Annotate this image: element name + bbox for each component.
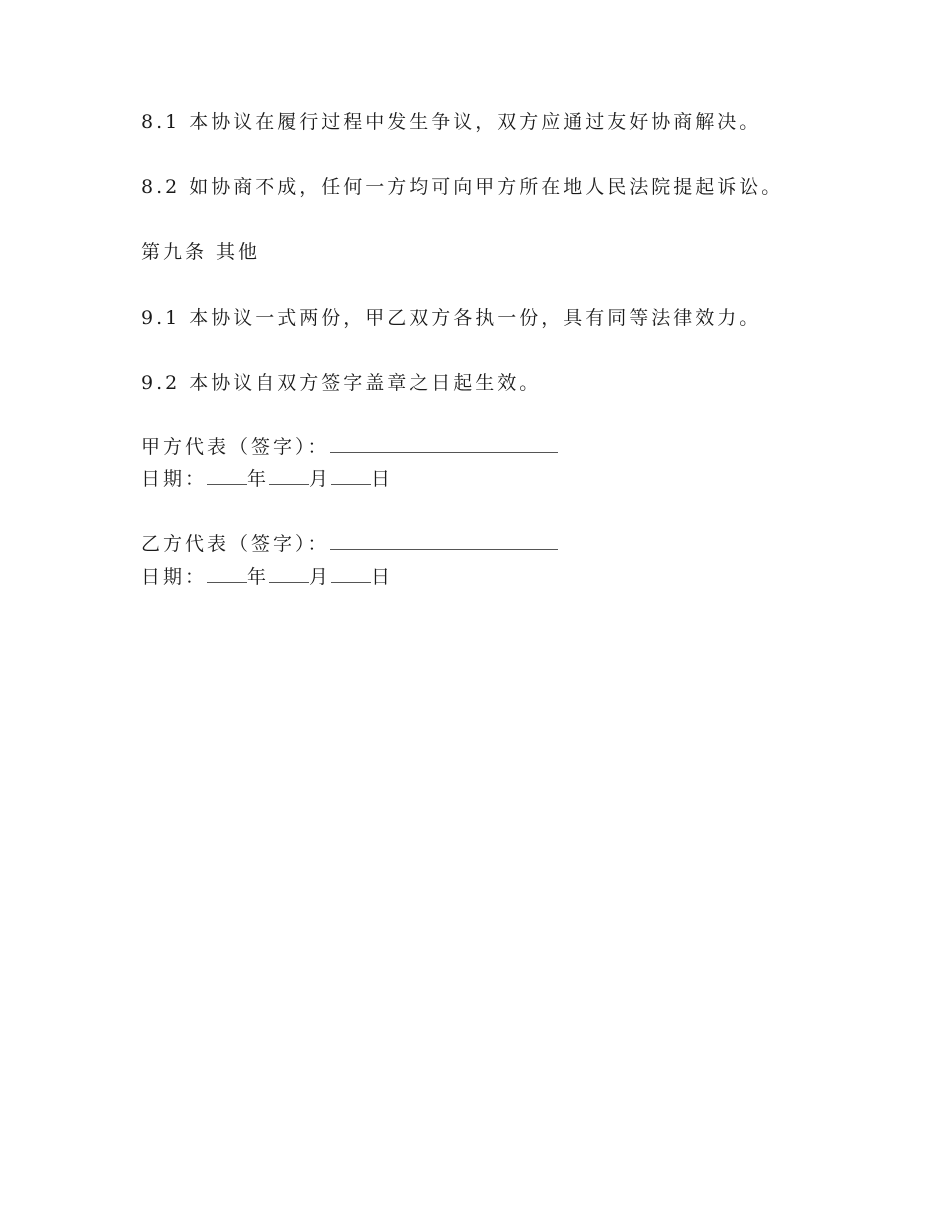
party-a-day-field[interactable] [331, 466, 371, 485]
party-b-day-field[interactable] [331, 564, 371, 583]
clause-9-1: 9.1 本协议一式两份，甲乙双方各执一份，具有同等法律效力。 [141, 307, 762, 329]
party-a-month-label: 月 [309, 468, 332, 490]
party-b-day-label: 日 [371, 566, 394, 588]
party-a-month-field[interactable] [269, 466, 309, 485]
party-a-signature-field[interactable] [330, 434, 558, 453]
party-b-signature-row [141, 531, 558, 557]
party-a-date-row [141, 466, 393, 492]
party-b-signature-field[interactable] [330, 531, 558, 550]
party-a-year-field[interactable] [207, 466, 247, 485]
party-b-year-field[interactable] [207, 564, 247, 583]
clause-8-2: 8.2 如协商不成，任何一方均可向甲方所在地人民法院提起诉讼。 [141, 176, 784, 198]
party-a-signature-row [141, 434, 558, 460]
clause-8-1: 8.1 本协议在履行过程中发生争议，双方应通过友好协商解决。 [141, 111, 762, 133]
clause-9-2: 9.2 本协议自双方签字盖章之日起生效。 [141, 372, 542, 394]
party-a-rep-label: 甲方代表（签字）： [141, 436, 330, 458]
party-b-month-label: 月 [309, 566, 332, 588]
party-b-rep-label: 乙方代表（签字）： [141, 533, 330, 555]
party-a-day-label: 日 [371, 468, 394, 490]
party-b-month-field[interactable] [269, 564, 309, 583]
article-9-heading: 第九条 其他 [141, 241, 261, 263]
party-b-year-label: 年 [247, 566, 270, 588]
party-a-year-label: 年 [247, 468, 270, 490]
party-a-date-label: 日期： [141, 468, 208, 490]
party-b-date-row [141, 564, 393, 590]
party-b-date-label: 日期： [141, 566, 208, 588]
